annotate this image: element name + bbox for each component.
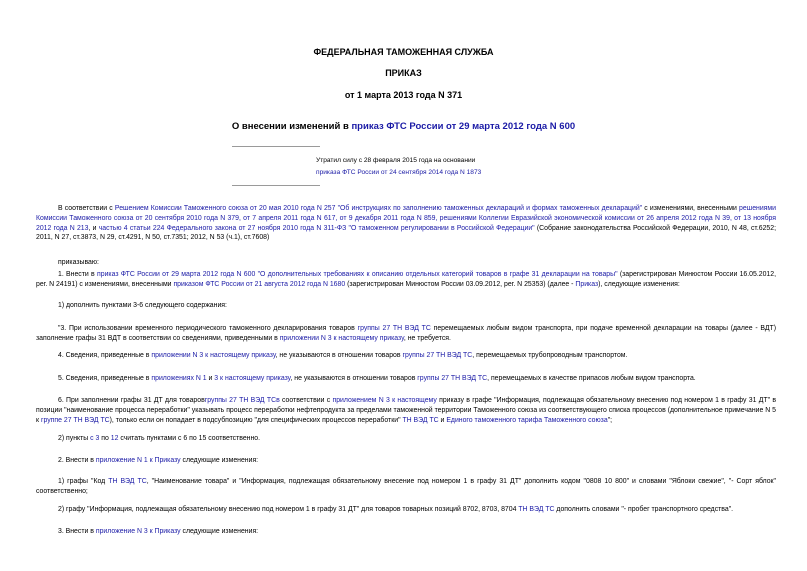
inline-link[interactable]: Решением Комиссии Таможенного союза от 20 мая 2010 года N 257 "Об инструкциях по заполнению таможенных деклараций и формах таможенных деклараций" [114,205,643,212]
text-run: 5. Сведения, приведенные в [58,375,152,382]
text-run: считать пунктами с 6 по 15 соответственно. [118,435,261,442]
text-run: ), следующие изменения: [598,280,680,288]
inline-link[interactable]: с 3 [90,435,100,442]
inline-link[interactable]: Единого таможенного тарифа Таможенного союза [446,416,608,424]
text-run: , "Наименование товара" и "Информация, подлежащая обязательному внесение под номером 1 в графу 31 ДТ" дополнить кодом "0808 10 800" и словами "Яблоки свежие", "- Сорт яблок" соответственно; [36,478,776,495]
inline-link[interactable]: 12 [110,435,119,442]
inline-link[interactable]: ТН ВЭД ТС [108,478,147,485]
paragraph-item-1-1 [36,301,776,311]
subject-link[interactable]: приказ ФТС России от 29 марта 2012 года N 600 [351,121,576,132]
text-run: "3. При использовании временного периодического таможенного декларирования товаров [58,325,358,332]
text-run: 2) графу "Информация, подлежащая обязательному внесению под номером 1 в графу 31 ДТ" для товаров товарных позиций 8702, 8703, 8704 [58,506,519,513]
inline-link[interactable]: приложение N 3 к Приказу [95,528,181,535]
inline-link[interactable]: приказом ФТС России от 21 августа 2012 года N 1680 [173,280,346,288]
separator-rule-top [232,146,320,147]
inline-link[interactable]: группы 27 ТН ВЭД ТСв [204,397,280,404]
paragraph-item-2 [36,456,776,466]
inline-link[interactable]: приложение N 1 к Приказу [95,457,181,464]
text-run: (зарегистрирован Минюстом России 03.09.2012, рег. N 25353) (далее - [345,280,576,288]
paragraph-order [36,258,776,268]
text-run: (Собрание законодательства Российской Федерации, 2010, N 48, ст.6252; 2011, N 27, ст.3873, N 29, ст.4291, N 50, ст.7351; 2012, N 53 (ч.1), ст.7608) [36,224,776,242]
inline-link[interactable]: группе 27 ТН ВЭД ТС [40,416,110,424]
paragraph-item-2-2 [36,505,776,515]
text-run: перемещаемых любым видом транспорта, при подаче временной декларации на товары (далее - ВДТ) заполнение графы 31 ВДТ в соответствии со сведениями, приведенными в [36,325,777,342]
status-note [316,155,616,179]
text-run: 2. Внести в [58,457,96,464]
text-run: 1) графы "Код [58,478,109,485]
text-run: ), только если он попадает в подсубпозицию "для специфических процессов переработки" [109,416,403,424]
paragraph-item-3 [36,527,776,537]
subject-heading [0,121,807,132]
inline-link[interactable]: приложением N 3 к настоящему [332,397,437,404]
text-run: дополнить словами "- пробег транспортного средства". [554,506,734,513]
text-run: , перемещаемых трубопроводным транспортом. [472,352,628,359]
inline-link[interactable]: ТН ВЭД ТС [402,416,439,424]
text-run: , не требуется. [403,334,451,342]
text-run: (зарегистрирован Минюстом России 16.05.2012, рег. N 24191) с изменениями, внесенными [36,271,777,288]
paragraph-item-1-2 [36,434,776,444]
paragraph-clause-3 [36,324,776,344]
text-run: 3. Внести в [58,528,96,535]
separator-rule-bottom [232,185,320,186]
text-run: 4. Сведения, приведенные в [58,352,152,359]
text-run: соответствии с [279,397,333,404]
inline-link[interactable]: приложении N 3 к настоящему приказу [279,334,404,342]
paragraph-clause-5 [36,374,776,384]
inline-link[interactable]: группы 27 ТН ВЭД ТС [402,352,473,359]
date-number-heading: от 1 марта 2013 года N 371 [344,90,463,100]
inline-link[interactable]: приложениях N 1 [151,375,207,382]
text-run: приказываю: [58,259,99,266]
paragraph-clause-6 [36,396,776,425]
inline-link[interactable]: частью 4 статьи 224 Федерального закона от 27 ноября 2010 года N 311-ФЗ "О таможенном регулировании в Российской Федерации" [98,224,535,232]
text-run: следующие изменения: [180,528,259,535]
text-run: и [206,375,215,382]
text-run: 6. При заполнении графы 31 ДТ для товаров [58,397,205,404]
text-run: по [99,435,111,442]
inline-link[interactable]: ТН ВЭД ТС [518,506,555,513]
paragraph-item-2-1 [36,477,776,497]
doc-type-heading: ПРИКАЗ [385,68,422,78]
text-run: с изменениями, внесенными [642,205,739,212]
text-run: "; [607,416,613,424]
paragraph-clause-4 [36,351,776,361]
paragraph-item-1 [36,270,776,290]
text-run: , перемещаемых в качестве припасов любым видом транспорта. [487,375,696,382]
inline-link[interactable]: приказ ФТС России от 29 марта 2012 года N 600 "О дополнительных требованиях к описанию отдельных категорий товаров в графе 31 декларации на товары" [97,271,618,278]
text-run: 1) дополнить пунктами 3-6 следующего содержания: [58,302,227,309]
text-run: , не указываются в отношении товаров [290,375,418,382]
inline-link[interactable]: 3 к настоящему приказу [214,375,291,382]
inline-link[interactable]: группы 27 ТН ВЭД ТС [357,325,431,332]
inline-link[interactable]: Приказ [575,280,599,288]
text-run: следующие изменения: [180,457,259,464]
text-run: , и [88,224,99,232]
inline-link[interactable]: приложении N 3 к настоящему приказу [151,352,276,359]
inline-link[interactable]: группы 27 ТН ВЭД ТС [417,375,488,382]
status-note-link[interactable]: приказа ФТС России от 24 сентября 2014 года N 1873 [316,169,482,176]
agency-heading: ФЕДЕРАЛЬНАЯ ТАМОЖЕННАЯ СЛУЖБА [313,47,494,57]
text-run: приказу в графе "Информация, подлежащая обязательному внесению под номером 1 в графу 31 ДТ" в позиции "наименование процесса переработки" указывать процесс переработки нефтепродукта за пределами таможенной территории Таможенного союза из соответствующего списка процессов (дополнительное примечание N 5 к [36,397,776,424]
text-run: 2) пункты [58,435,91,442]
text-run: , не указываются в отношении товаров [275,352,403,359]
text-run: и [438,416,447,424]
text-run: 1. Внести в [58,271,97,278]
status-note-line1: Утратил силу с 28 февраля 2015 года на основании [316,157,476,164]
subject-prefix: О внесении изменений в [231,121,352,132]
paragraph-preamble [36,204,776,243]
text-run: В соответствии с [58,205,115,212]
inline-link[interactable]: решениями Комиссии Таможенного союза от 20 сентября 2010 года N 379, от 7 апреля 2011 года N 617, от 9 декабря 2011 года N 859, решениями Коллегии Евразийской экономической комиссии от 26 апреля 2012 года N 39, от 13 ноября 2012 года N 213 [36,205,776,232]
